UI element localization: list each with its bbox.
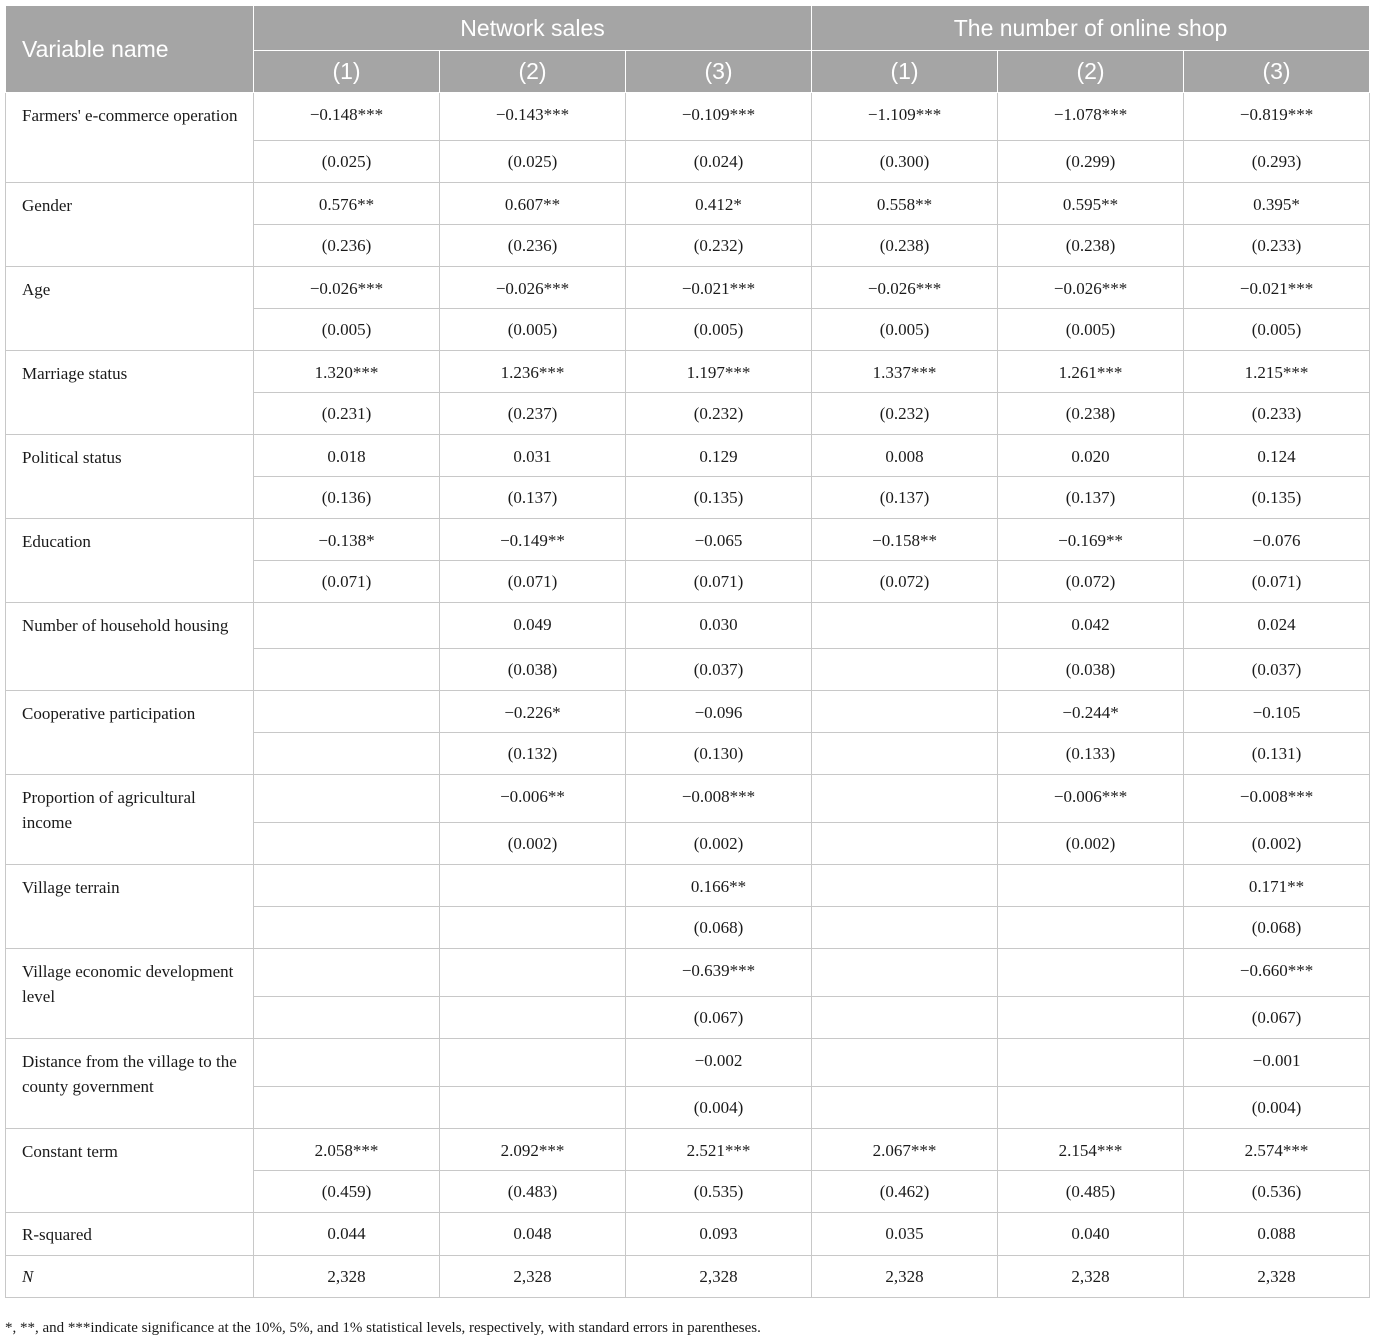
- coefficient-cell: −0.226*: [440, 691, 626, 733]
- coefficient-cell: [254, 1039, 440, 1087]
- variable-name-cell: Village economic development level: [6, 949, 254, 1039]
- coefficient-cell: 1.337***: [812, 351, 998, 393]
- coefficient-cell: −0.026***: [254, 267, 440, 309]
- coefficient-cell: 1.236***: [440, 351, 626, 393]
- group-header-network-sales: Network sales: [254, 6, 812, 51]
- table-row: [6, 183, 1370, 225]
- standard-error-cell: (0.131): [1184, 733, 1370, 775]
- standard-error-cell: [254, 823, 440, 865]
- coefficient-cell: −0.143***: [440, 93, 626, 141]
- coefficient-cell: 1.215***: [1184, 351, 1370, 393]
- coefficient-cell: 0.171**: [1184, 865, 1370, 907]
- standard-error-cell: [254, 649, 440, 691]
- column-header: (3): [626, 51, 812, 93]
- coefficient-cell: 2.154***: [998, 1129, 1184, 1171]
- coefficient-cell: −0.026***: [440, 267, 626, 309]
- standard-error-cell: (0.137): [440, 477, 626, 519]
- standard-error-cell: (0.136): [254, 477, 440, 519]
- standard-error-cell: (0.462): [812, 1171, 998, 1213]
- standard-error-cell: (0.137): [812, 477, 998, 519]
- standard-error-cell: [812, 997, 998, 1039]
- coefficient-cell: 2.058***: [254, 1129, 440, 1171]
- table-row: [6, 351, 1370, 393]
- coefficient-cell: 0.558**: [812, 183, 998, 225]
- coefficient-cell: −0.002: [626, 1039, 812, 1087]
- table-row: [6, 949, 1370, 997]
- standard-error-cell: (0.300): [812, 141, 998, 183]
- table-row: [6, 93, 1370, 141]
- coefficient-cell: 0.031: [440, 435, 626, 477]
- standard-error-cell: (0.071): [1184, 561, 1370, 603]
- coefficient-cell: [812, 949, 998, 997]
- standard-error-cell: (0.005): [254, 309, 440, 351]
- coefficient-cell: −0.149**: [440, 519, 626, 561]
- standard-error-cell: [254, 907, 440, 949]
- summary-value-cell: 0.040: [998, 1213, 1184, 1256]
- coefficient-cell: 0.018: [254, 435, 440, 477]
- coefficient-cell: −0.660***: [1184, 949, 1370, 997]
- summary-value-cell: 2,328: [626, 1256, 812, 1298]
- variable-name-cell: Education: [6, 519, 254, 603]
- standard-error-cell: (0.232): [626, 393, 812, 435]
- standard-error-cell: [254, 1087, 440, 1129]
- coefficient-cell: [254, 603, 440, 649]
- standard-error-cell: (0.233): [1184, 225, 1370, 267]
- coefficient-cell: 0.607**: [440, 183, 626, 225]
- coefficient-cell: 0.129: [626, 435, 812, 477]
- regression-table: [5, 5, 1370, 1298]
- coefficient-cell: [812, 865, 998, 907]
- standard-error-cell: (0.236): [440, 225, 626, 267]
- summary-value-cell: 0.088: [1184, 1213, 1370, 1256]
- column-header: (2): [998, 51, 1184, 93]
- coefficient-cell: 0.020: [998, 435, 1184, 477]
- standard-error-cell: (0.005): [998, 309, 1184, 351]
- coefficient-cell: −0.158**: [812, 519, 998, 561]
- standard-error-cell: (0.002): [440, 823, 626, 865]
- coefficient-cell: 0.412*: [626, 183, 812, 225]
- standard-error-cell: (0.002): [998, 823, 1184, 865]
- variable-name-header: Variable name: [6, 6, 254, 93]
- coefficient-cell: −0.026***: [812, 267, 998, 309]
- coefficient-cell: 0.395*: [1184, 183, 1370, 225]
- coefficient-cell: 0.008: [812, 435, 998, 477]
- summary-value-cell: 0.044: [254, 1213, 440, 1256]
- standard-error-cell: (0.005): [440, 309, 626, 351]
- variable-name-cell: Political status: [6, 435, 254, 519]
- coefficient-cell: [998, 949, 1184, 997]
- summary-value-cell: 2,328: [812, 1256, 998, 1298]
- coefficient-cell: [440, 1039, 626, 1087]
- standard-error-cell: [812, 823, 998, 865]
- coefficient-cell: [254, 691, 440, 733]
- coefficient-cell: 1.261***: [998, 351, 1184, 393]
- standard-error-cell: (0.068): [626, 907, 812, 949]
- standard-error-cell: (0.068): [1184, 907, 1370, 949]
- coefficient-cell: 2.092***: [440, 1129, 626, 1171]
- standard-error-cell: [812, 1087, 998, 1129]
- standard-error-cell: (0.232): [626, 225, 812, 267]
- standard-error-cell: (0.483): [440, 1171, 626, 1213]
- coefficient-cell: −0.076: [1184, 519, 1370, 561]
- standard-error-cell: [440, 907, 626, 949]
- variable-name-cell: Gender: [6, 183, 254, 267]
- standard-error-cell: [812, 733, 998, 775]
- coefficient-cell: −0.008***: [1184, 775, 1370, 823]
- variable-name-cell: Cooperative participation: [6, 691, 254, 775]
- standard-error-cell: (0.002): [626, 823, 812, 865]
- summary-label-cell: R-squared: [6, 1213, 254, 1256]
- coefficient-cell: 2.574***: [1184, 1129, 1370, 1171]
- variable-name-cell: Number of household housing: [6, 603, 254, 691]
- coefficient-cell: 1.320***: [254, 351, 440, 393]
- table-row: [6, 865, 1370, 907]
- standard-error-cell: [440, 1087, 626, 1129]
- coefficient-cell: −0.096: [626, 691, 812, 733]
- standard-error-cell: (0.536): [1184, 1171, 1370, 1213]
- standard-error-cell: (0.071): [626, 561, 812, 603]
- standard-error-cell: (0.025): [254, 141, 440, 183]
- table-row: [6, 1129, 1370, 1171]
- standard-error-cell: (0.535): [626, 1171, 812, 1213]
- table-row: [6, 603, 1370, 649]
- standard-error-cell: (0.299): [998, 141, 1184, 183]
- summary-value-cell: 2,328: [254, 1256, 440, 1298]
- coefficient-cell: 0.042: [998, 603, 1184, 649]
- coefficient-cell: −0.639***: [626, 949, 812, 997]
- summary-value-cell: 0.035: [812, 1213, 998, 1256]
- summary-row: [6, 1213, 1370, 1256]
- variable-name-cell: Constant term: [6, 1129, 254, 1213]
- variable-name-cell: Marriage status: [6, 351, 254, 435]
- standard-error-cell: (0.067): [1184, 997, 1370, 1039]
- standard-error-cell: (0.485): [998, 1171, 1184, 1213]
- standard-error-cell: (0.005): [1184, 309, 1370, 351]
- standard-error-cell: (0.071): [440, 561, 626, 603]
- standard-error-cell: (0.459): [254, 1171, 440, 1213]
- summary-value-cell: 0.093: [626, 1213, 812, 1256]
- standard-error-cell: (0.238): [812, 225, 998, 267]
- coefficient-cell: 0.576**: [254, 183, 440, 225]
- coefficient-cell: −0.006**: [440, 775, 626, 823]
- standard-error-cell: (0.004): [626, 1087, 812, 1129]
- coefficient-cell: 0.124: [1184, 435, 1370, 477]
- standard-error-cell: (0.135): [1184, 477, 1370, 519]
- table-row: [6, 519, 1370, 561]
- coefficient-cell: −1.078***: [998, 93, 1184, 141]
- coefficient-cell: 0.024: [1184, 603, 1370, 649]
- coefficient-cell: −0.244*: [998, 691, 1184, 733]
- coefficient-cell: 0.030: [626, 603, 812, 649]
- standard-error-cell: (0.025): [440, 141, 626, 183]
- standard-error-cell: [812, 649, 998, 691]
- summary-label-cell: N: [6, 1256, 254, 1298]
- standard-error-cell: (0.004): [1184, 1087, 1370, 1129]
- table-row: [6, 1039, 1370, 1087]
- standard-error-cell: (0.037): [1184, 649, 1370, 691]
- standard-error-cell: (0.130): [626, 733, 812, 775]
- coefficient-cell: −0.021***: [626, 267, 812, 309]
- coefficient-cell: [812, 1039, 998, 1087]
- standard-error-cell: [812, 907, 998, 949]
- variable-name-cell: Proportion of agricultural income: [6, 775, 254, 865]
- coefficient-cell: 0.166**: [626, 865, 812, 907]
- standard-error-cell: (0.231): [254, 393, 440, 435]
- coefficient-cell: 2.067***: [812, 1129, 998, 1171]
- standard-error-cell: [440, 997, 626, 1039]
- table-row: [6, 435, 1370, 477]
- standard-error-cell: [254, 997, 440, 1039]
- coefficient-cell: −0.026***: [998, 267, 1184, 309]
- standard-error-cell: [998, 1087, 1184, 1129]
- coefficient-cell: −0.001: [1184, 1039, 1370, 1087]
- coefficient-cell: [254, 865, 440, 907]
- coefficient-cell: [812, 603, 998, 649]
- standard-error-cell: (0.293): [1184, 141, 1370, 183]
- standard-error-cell: (0.238): [998, 225, 1184, 267]
- coefficient-cell: −0.105: [1184, 691, 1370, 733]
- standard-error-cell: (0.024): [626, 141, 812, 183]
- variable-name-cell: Village terrain: [6, 865, 254, 949]
- coefficient-cell: −0.006***: [998, 775, 1184, 823]
- standard-error-cell: (0.233): [1184, 393, 1370, 435]
- standard-error-cell: (0.135): [626, 477, 812, 519]
- standard-error-cell: (0.002): [1184, 823, 1370, 865]
- coefficient-cell: 1.197***: [626, 351, 812, 393]
- table-header: [6, 6, 1370, 93]
- coefficient-cell: −0.138*: [254, 519, 440, 561]
- variable-name-cell: Farmers' e-commerce operation: [6, 93, 254, 183]
- standard-error-cell: (0.137): [998, 477, 1184, 519]
- standard-error-cell: (0.037): [626, 649, 812, 691]
- summary-value-cell: 2,328: [1184, 1256, 1370, 1298]
- coefficient-cell: 0.049: [440, 603, 626, 649]
- coefficient-cell: [812, 691, 998, 733]
- column-header: (1): [254, 51, 440, 93]
- table-body: [6, 93, 1370, 1298]
- summary-value-cell: 0.048: [440, 1213, 626, 1256]
- standard-error-cell: (0.072): [998, 561, 1184, 603]
- coefficient-cell: −0.109***: [626, 93, 812, 141]
- table-row: [6, 691, 1370, 733]
- variable-name-cell: Distance from the village to the county government: [6, 1039, 254, 1129]
- coefficient-cell: −1.109***: [812, 93, 998, 141]
- coefficient-cell: 0.595**: [998, 183, 1184, 225]
- coefficient-cell: −0.065: [626, 519, 812, 561]
- standard-error-cell: (0.038): [998, 649, 1184, 691]
- coefficient-cell: 2.521***: [626, 1129, 812, 1171]
- standard-error-cell: [998, 907, 1184, 949]
- coefficient-cell: −0.021***: [1184, 267, 1370, 309]
- coefficient-cell: [440, 949, 626, 997]
- coefficient-cell: −0.008***: [626, 775, 812, 823]
- coefficient-cell: [254, 949, 440, 997]
- standard-error-cell: (0.232): [812, 393, 998, 435]
- coefficient-cell: [998, 865, 1184, 907]
- coefficient-cell: −0.148***: [254, 93, 440, 141]
- table-footnote: *, **, and ***indicate significance at the 10%, 5%, and 1% statistical levels, respectively, with standard errors in parentheses.: [5, 1320, 761, 1336]
- standard-error-cell: (0.005): [626, 309, 812, 351]
- standard-error-cell: (0.236): [254, 225, 440, 267]
- standard-error-cell: (0.067): [626, 997, 812, 1039]
- column-header: (2): [440, 51, 626, 93]
- summary-value-cell: 2,328: [440, 1256, 626, 1298]
- standard-error-cell: (0.237): [440, 393, 626, 435]
- column-header: (3): [1184, 51, 1370, 93]
- table-row: [6, 775, 1370, 823]
- summary-value-cell: 2,328: [998, 1256, 1184, 1298]
- table-row: [6, 267, 1370, 309]
- standard-error-cell: (0.132): [440, 733, 626, 775]
- coefficient-cell: [998, 1039, 1184, 1087]
- standard-error-cell: (0.038): [440, 649, 626, 691]
- standard-error-cell: [254, 733, 440, 775]
- standard-error-cell: (0.133): [998, 733, 1184, 775]
- coefficient-cell: [440, 865, 626, 907]
- coefficient-cell: −0.819***: [1184, 93, 1370, 141]
- standard-error-cell: (0.005): [812, 309, 998, 351]
- standard-error-cell: [998, 997, 1184, 1039]
- group-header-online-shop: The number of online shop: [812, 6, 1370, 51]
- standard-error-cell: (0.071): [254, 561, 440, 603]
- coefficient-cell: −0.169**: [998, 519, 1184, 561]
- coefficient-cell: [812, 775, 998, 823]
- summary-row: [6, 1256, 1370, 1298]
- standard-error-cell: (0.072): [812, 561, 998, 603]
- coefficient-cell: [254, 775, 440, 823]
- standard-error-cell: (0.238): [998, 393, 1184, 435]
- column-header: (1): [812, 51, 998, 93]
- variable-name-cell: Age: [6, 267, 254, 351]
